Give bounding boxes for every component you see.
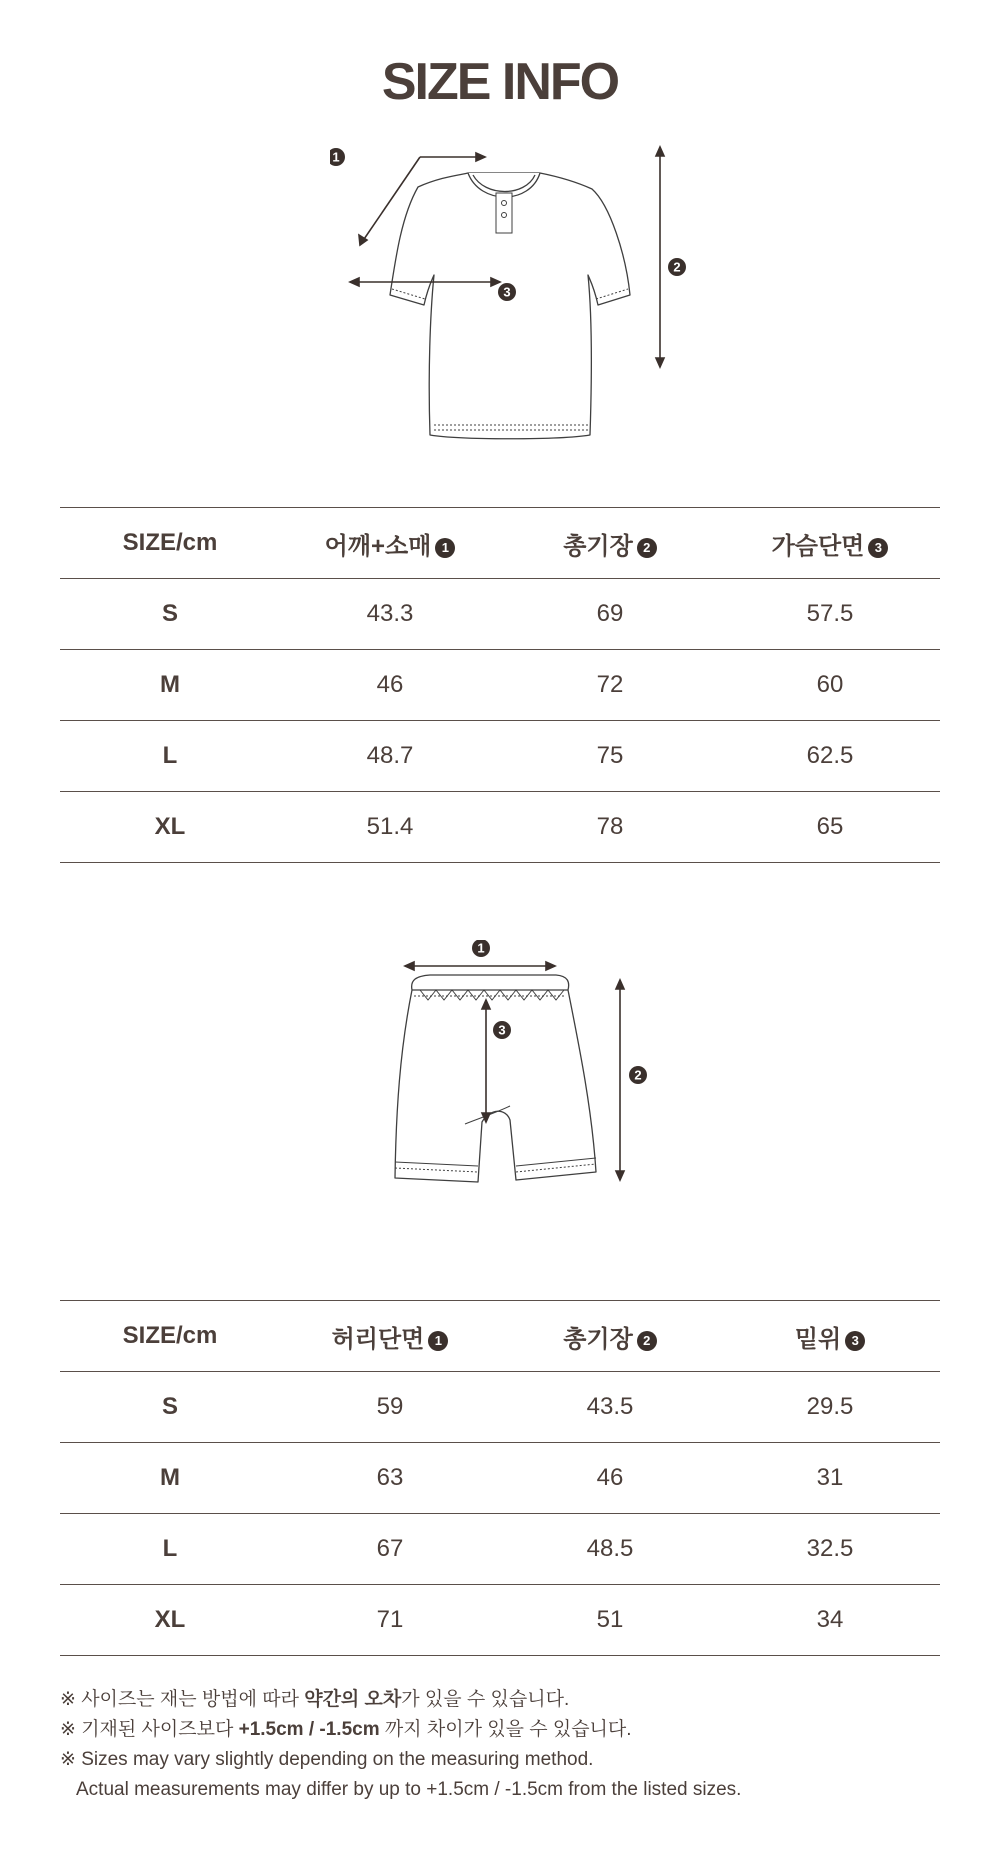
value-cell: 51.4 [280, 792, 500, 863]
table-row [60, 650, 940, 721]
note-line: ※ 사이즈는 재는 방법에 따라 약간의 오차가 있을 수 있습니다. [60, 1689, 570, 1710]
size-notes [60, 1685, 940, 1805]
size-cell: S [60, 579, 280, 650]
shirt-marker-3 [498, 283, 516, 301]
value-cell: 43.5 [500, 1372, 720, 1443]
table-header-row [60, 1301, 940, 1372]
header-chest-width: 가슴단면 3 [720, 508, 940, 579]
table-row [60, 1514, 940, 1585]
size-cell: L [60, 721, 280, 792]
header-total-length: 총기장 2 [500, 1301, 720, 1372]
svg-text:2: 2 [634, 1067, 642, 1083]
marker-badge: 1 [428, 1331, 448, 1351]
value-cell: 34 [720, 1585, 940, 1656]
value-cell: 69 [500, 579, 720, 650]
value-cell: 67 [280, 1514, 500, 1585]
shorts-marker-1 [472, 940, 490, 957]
value-cell: 75 [500, 721, 720, 792]
svg-text:3: 3 [503, 284, 511, 300]
value-cell: 46 [280, 650, 500, 721]
header-size: SIZE/cm [60, 1301, 280, 1372]
value-cell: 63 [280, 1443, 500, 1514]
size-cell: S [60, 1372, 280, 1443]
header-rise: 밑위 3 [720, 1301, 940, 1372]
marker-badge: 3 [868, 538, 888, 558]
marker-badge: 2 [637, 1331, 657, 1351]
marker-badge: 3 [845, 1331, 865, 1351]
value-cell: 48.5 [500, 1514, 720, 1585]
value-cell: 31 [720, 1443, 940, 1514]
shirt-marker-2 [668, 258, 686, 276]
header-waist-width: 허리단면 1 [280, 1301, 500, 1372]
value-cell: 72 [500, 650, 720, 721]
table-row [60, 579, 940, 650]
value-cell: 78 [500, 792, 720, 863]
value-cell: 29.5 [720, 1372, 940, 1443]
svg-text:1: 1 [332, 149, 340, 165]
table-header-row [60, 508, 940, 579]
svg-text:2: 2 [673, 259, 681, 275]
marker-badge: 2 [637, 538, 657, 558]
shorts-outline [395, 975, 596, 1182]
header-total-length: 총기장 2 [500, 508, 720, 579]
note-line: ※ Sizes may vary slightly depending on the measuring method. [60, 1749, 594, 1770]
size-cell: XL [60, 1585, 280, 1656]
note-line: Actual measurements may differ by up to +1.5cm / -1.5cm from the listed sizes. [76, 1779, 742, 1800]
note-line: ※ 기재된 사이즈보다 +1.5cm / -1.5cm 까지 차이가 있을 수 있습니다. [60, 1719, 632, 1740]
size-cell: L [60, 1514, 280, 1585]
value-cell: 51 [500, 1585, 720, 1656]
value-cell: 46 [500, 1443, 720, 1514]
svg-text:1: 1 [477, 940, 485, 956]
shorts-marker-2 [629, 1066, 647, 1084]
bottom-size-table [60, 1300, 940, 1656]
size-cell: M [60, 1443, 280, 1514]
table-row [60, 1443, 940, 1514]
table-row [60, 721, 940, 792]
header-size: SIZE/cm [60, 508, 280, 579]
header-shoulder-sleeve: 어깨+소매 1 [280, 508, 500, 579]
size-cell: XL [60, 792, 280, 863]
value-cell: 43.3 [280, 579, 500, 650]
value-cell: 48.7 [280, 721, 500, 792]
value-cell: 71 [280, 1585, 500, 1656]
top-size-table [60, 507, 940, 863]
value-cell: 32.5 [720, 1514, 940, 1585]
value-cell: 62.5 [720, 721, 940, 792]
value-cell: 60 [720, 650, 940, 721]
shorts-diagram [370, 940, 670, 1210]
shirt-marker-1 [330, 148, 345, 166]
table-row [60, 1372, 940, 1443]
shorts-marker-3 [493, 1021, 511, 1039]
value-cell: 59 [280, 1372, 500, 1443]
table-row [60, 1585, 940, 1656]
shirt-diagram [330, 145, 690, 445]
size-cell: M [60, 650, 280, 721]
page-title: SIZE INFO [381, 53, 619, 111]
svg-text:3: 3 [498, 1022, 506, 1038]
marker-badge: 1 [435, 538, 455, 558]
value-cell: 65 [720, 792, 940, 863]
table-row [60, 792, 940, 863]
value-cell: 57.5 [720, 579, 940, 650]
